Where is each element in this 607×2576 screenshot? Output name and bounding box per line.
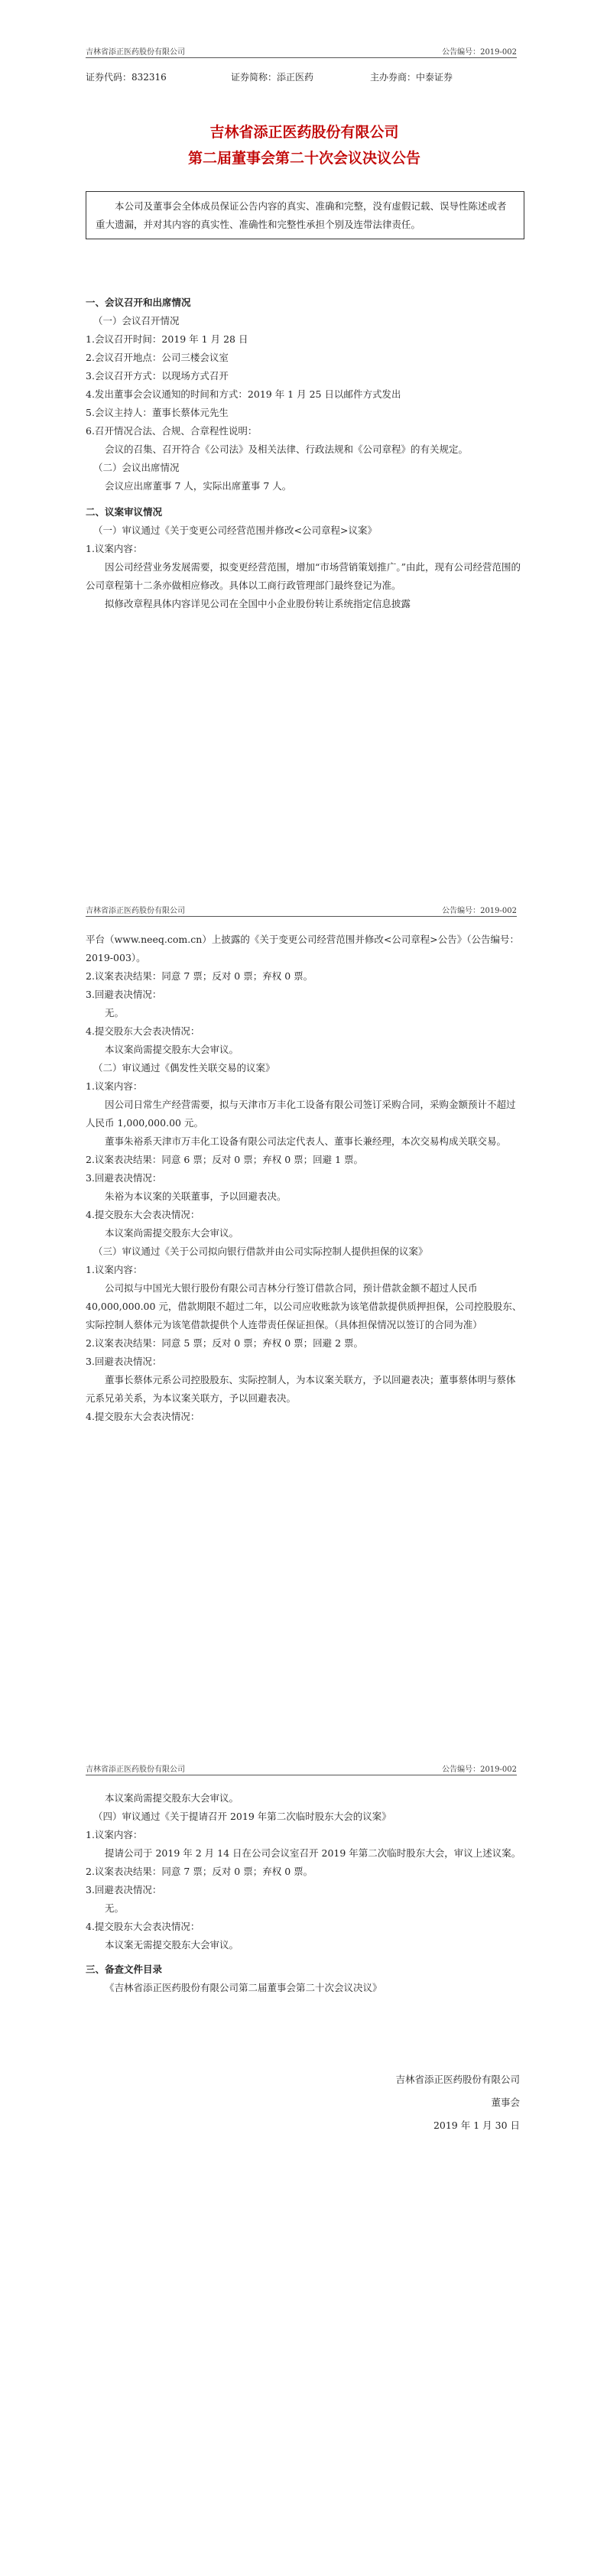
stock-code: 证券代码：832316 — [86, 72, 167, 83]
text-line: 4.提交股东大会表决情况： — [86, 1411, 200, 1422]
text-line: 无。 — [105, 1007, 125, 1018]
text-line: 4.提交股东大会表决情况： — [86, 1025, 200, 1037]
page1-body — [86, 294, 523, 613]
text-line: 4.发出董事会会议通知的时间和方式：2019 年 1 月 25 日以邮件方式发出 — [86, 388, 401, 400]
subsection-heading: （一）会议召开情况 — [93, 315, 180, 326]
text-line: 1.议案内容： — [86, 543, 143, 554]
paragraph: 董事长蔡体元系公司控股股东、实际控制人，为本议案关联方，予以回避表决；董事蔡体明与蔡体元系兄弟关系，为本议案关联方，予以回避表决。 — [86, 1374, 516, 1404]
text-line: 本议案无需提交股东大会审议。 — [105, 1939, 239, 1951]
paragraph: 董事朱裕系天津市万丰化工设备有限公司法定代表人、董事长兼经理，本次交易构成关联交易。 — [105, 1135, 507, 1147]
text-line: 6.召开情况合法、合规、合章程性说明： — [86, 425, 258, 437]
signature-company: 吉林省添正医药股份有限公司 — [395, 2074, 520, 2085]
text-line: 3.会议召开方式：以现场方式召开 — [86, 370, 229, 382]
paragraph: 因公司日常生产经营需要，拟与天津市万丰化工设备有限公司签订采购合同，采购金额预计不超过人民币 1,000,000.00 元。 — [86, 1099, 516, 1129]
signature-block — [395, 2071, 520, 2135]
subsection-heading: （三）审议通过《关于公司拟向银行借款并由公司实际控制人提供担保的议案》 — [93, 1246, 428, 1257]
subsection-heading: （二）审议通过《偶发性关联交易的议案》 — [93, 1062, 275, 1074]
page-header — [86, 902, 517, 917]
page2-body — [86, 931, 523, 1426]
text-line: 2.会议召开地点：公司三楼会议室 — [86, 352, 229, 363]
text-line: 5.会议主持人：董事长蔡体元先生 — [86, 407, 229, 418]
text-line: 2.议案表决结果：同意 5 票；反对 0 票；弃权 0 票；回避 2 票。 — [86, 1337, 364, 1349]
text-line: 3.回避表决情况： — [86, 1884, 162, 1895]
section-heading: 一、会议召开和出席情况 — [86, 297, 191, 308]
text-line: 2.议案表决结果：同意 7 票；反对 0 票；弃权 0 票。 — [86, 970, 313, 982]
paragraph: 拟修改章程具体内容详见公司在全国中小企业股份转让系统指定信息披露 — [105, 598, 411, 609]
page-3 — [0, 1717, 607, 2576]
paragraph: 提请公司于 2019 年 2 月 14 日在公司会议室召开 2019 年第二次临时股东大会，审议上述议案。 — [105, 1847, 521, 1859]
header-company: 吉林省添正医药股份有限公司 — [86, 48, 185, 57]
document-title-line1: 吉林省添正医药股份有限公司 — [209, 124, 399, 141]
section-heading: 三、备查文件目录 — [86, 1964, 163, 1975]
text-line: 本议案尚需提交股东大会审议。 — [105, 1792, 239, 1804]
text-line: 1.议案内容： — [86, 1829, 143, 1840]
disclaimer-notice: 本公司及董事会全体成员保证公告内容的真实、准确和完整，没有虚假记载、误导性陈述或者重大遗漏，并对其内容的真实性、准确性和完整性承担个别及连带法律责任。 — [86, 191, 524, 239]
section-heading: 二、议案审议情况 — [86, 506, 163, 518]
stock-broker: 主办券商：中泰证券 — [370, 72, 453, 83]
paragraph: 公司拟与中国光大银行股份有限公司吉林分行签订借款合同，预计借款金额不超过人民币 40,000,000.00 元，借款期限不超过二年，以公司应收账款为该笔借款提供质押担保，公司控股股东、实际控制人蔡体元为该笔借款提供个人连带责任保证担保。（具体担保情况以签订的合同为准） — [86, 1282, 522, 1330]
text-line: 1.议案内容： — [86, 1264, 143, 1275]
paragraph: 因公司经营业务发展需要，拟变更经营范围，增加“市场营销策划推广。”由此，现有公司经营范围的公司章程第十二条亦做相应修改。具体以工商行政管理部门最终登记为准。 — [86, 561, 521, 591]
paragraph: 平台（www.neeq.com.cn）上披露的《关于变更公司经营范围并修改<公司章程>公告》（公告编号：2019-003）。 — [86, 934, 520, 963]
subsection-heading: （一）审议通过《关于变更公司经营范围并修改<公司章程>议案》 — [93, 525, 377, 536]
subsection-heading: （二）会议出席情况 — [93, 462, 180, 473]
text-line: 1.议案内容： — [86, 1080, 143, 1092]
text-line: 4.提交股东大会表决情况： — [86, 1209, 200, 1220]
paragraph: 会议应出席董事 7 人，实际出席董事 7 人。 — [105, 480, 292, 492]
header-announcement-no: 公告编号：2019-002 — [442, 48, 517, 57]
header-company: 吉林省添正医药股份有限公司 — [86, 907, 185, 915]
text-line: 4.提交股东大会表决情况： — [86, 1921, 200, 1932]
paragraph: 会议的召集、召开符合《公司法》及相关法律、行政法规和《公司章程》的有关规定。 — [105, 443, 469, 455]
header-company: 吉林省添正医药股份有限公司 — [86, 1766, 185, 1774]
subsection-heading: （四）审议通过《关于提请召开 2019 年第二次临时股东大会的议案》 — [93, 1811, 391, 1822]
page-header — [86, 1761, 517, 1775]
text-line: 2.议案表决结果：同意 6 票；反对 0 票；弃权 0 票；回避 1 票。 — [86, 1154, 364, 1165]
page3-body — [86, 1789, 523, 1997]
header-announcement-no: 公告编号：2019-002 — [442, 907, 517, 915]
text-line: 3.回避表决情况： — [86, 1172, 162, 1184]
text-line: 本议案尚需提交股东大会审议。 — [105, 1044, 239, 1055]
text-line: 2.议案表决结果：同意 7 票；反对 0 票；弃权 0 票。 — [86, 1866, 313, 1877]
text-line: 朱裕为本议案的关联董事，予以回避表决。 — [105, 1191, 287, 1202]
text-line: 3.回避表决情况： — [86, 989, 162, 1000]
page-1 — [0, 0, 607, 859]
signature-date: 2019 年 1 月 30 日 — [433, 2120, 520, 2131]
page-2 — [0, 859, 607, 1717]
text-line: 3.回避表决情况： — [86, 1356, 162, 1367]
stock-short-name: 证券简称：添正医药 — [231, 72, 314, 83]
reference-document: 《吉林省添正医药股份有限公司第二届董事会第二十次会议决议》 — [105, 1982, 382, 1993]
text-line: 本议案尚需提交股东大会审议。 — [105, 1227, 239, 1239]
text-line: 无。 — [105, 1902, 125, 1914]
header-announcement-no: 公告编号：2019-002 — [442, 1766, 517, 1774]
document-title-line2: 第二届董事会第二十次会议决议公告 — [187, 150, 420, 167]
page-header — [86, 44, 517, 58]
text-line: 1.会议召开时间：2019 年 1 月 28 日 — [86, 333, 248, 345]
signature-board: 董事会 — [491, 2097, 520, 2108]
